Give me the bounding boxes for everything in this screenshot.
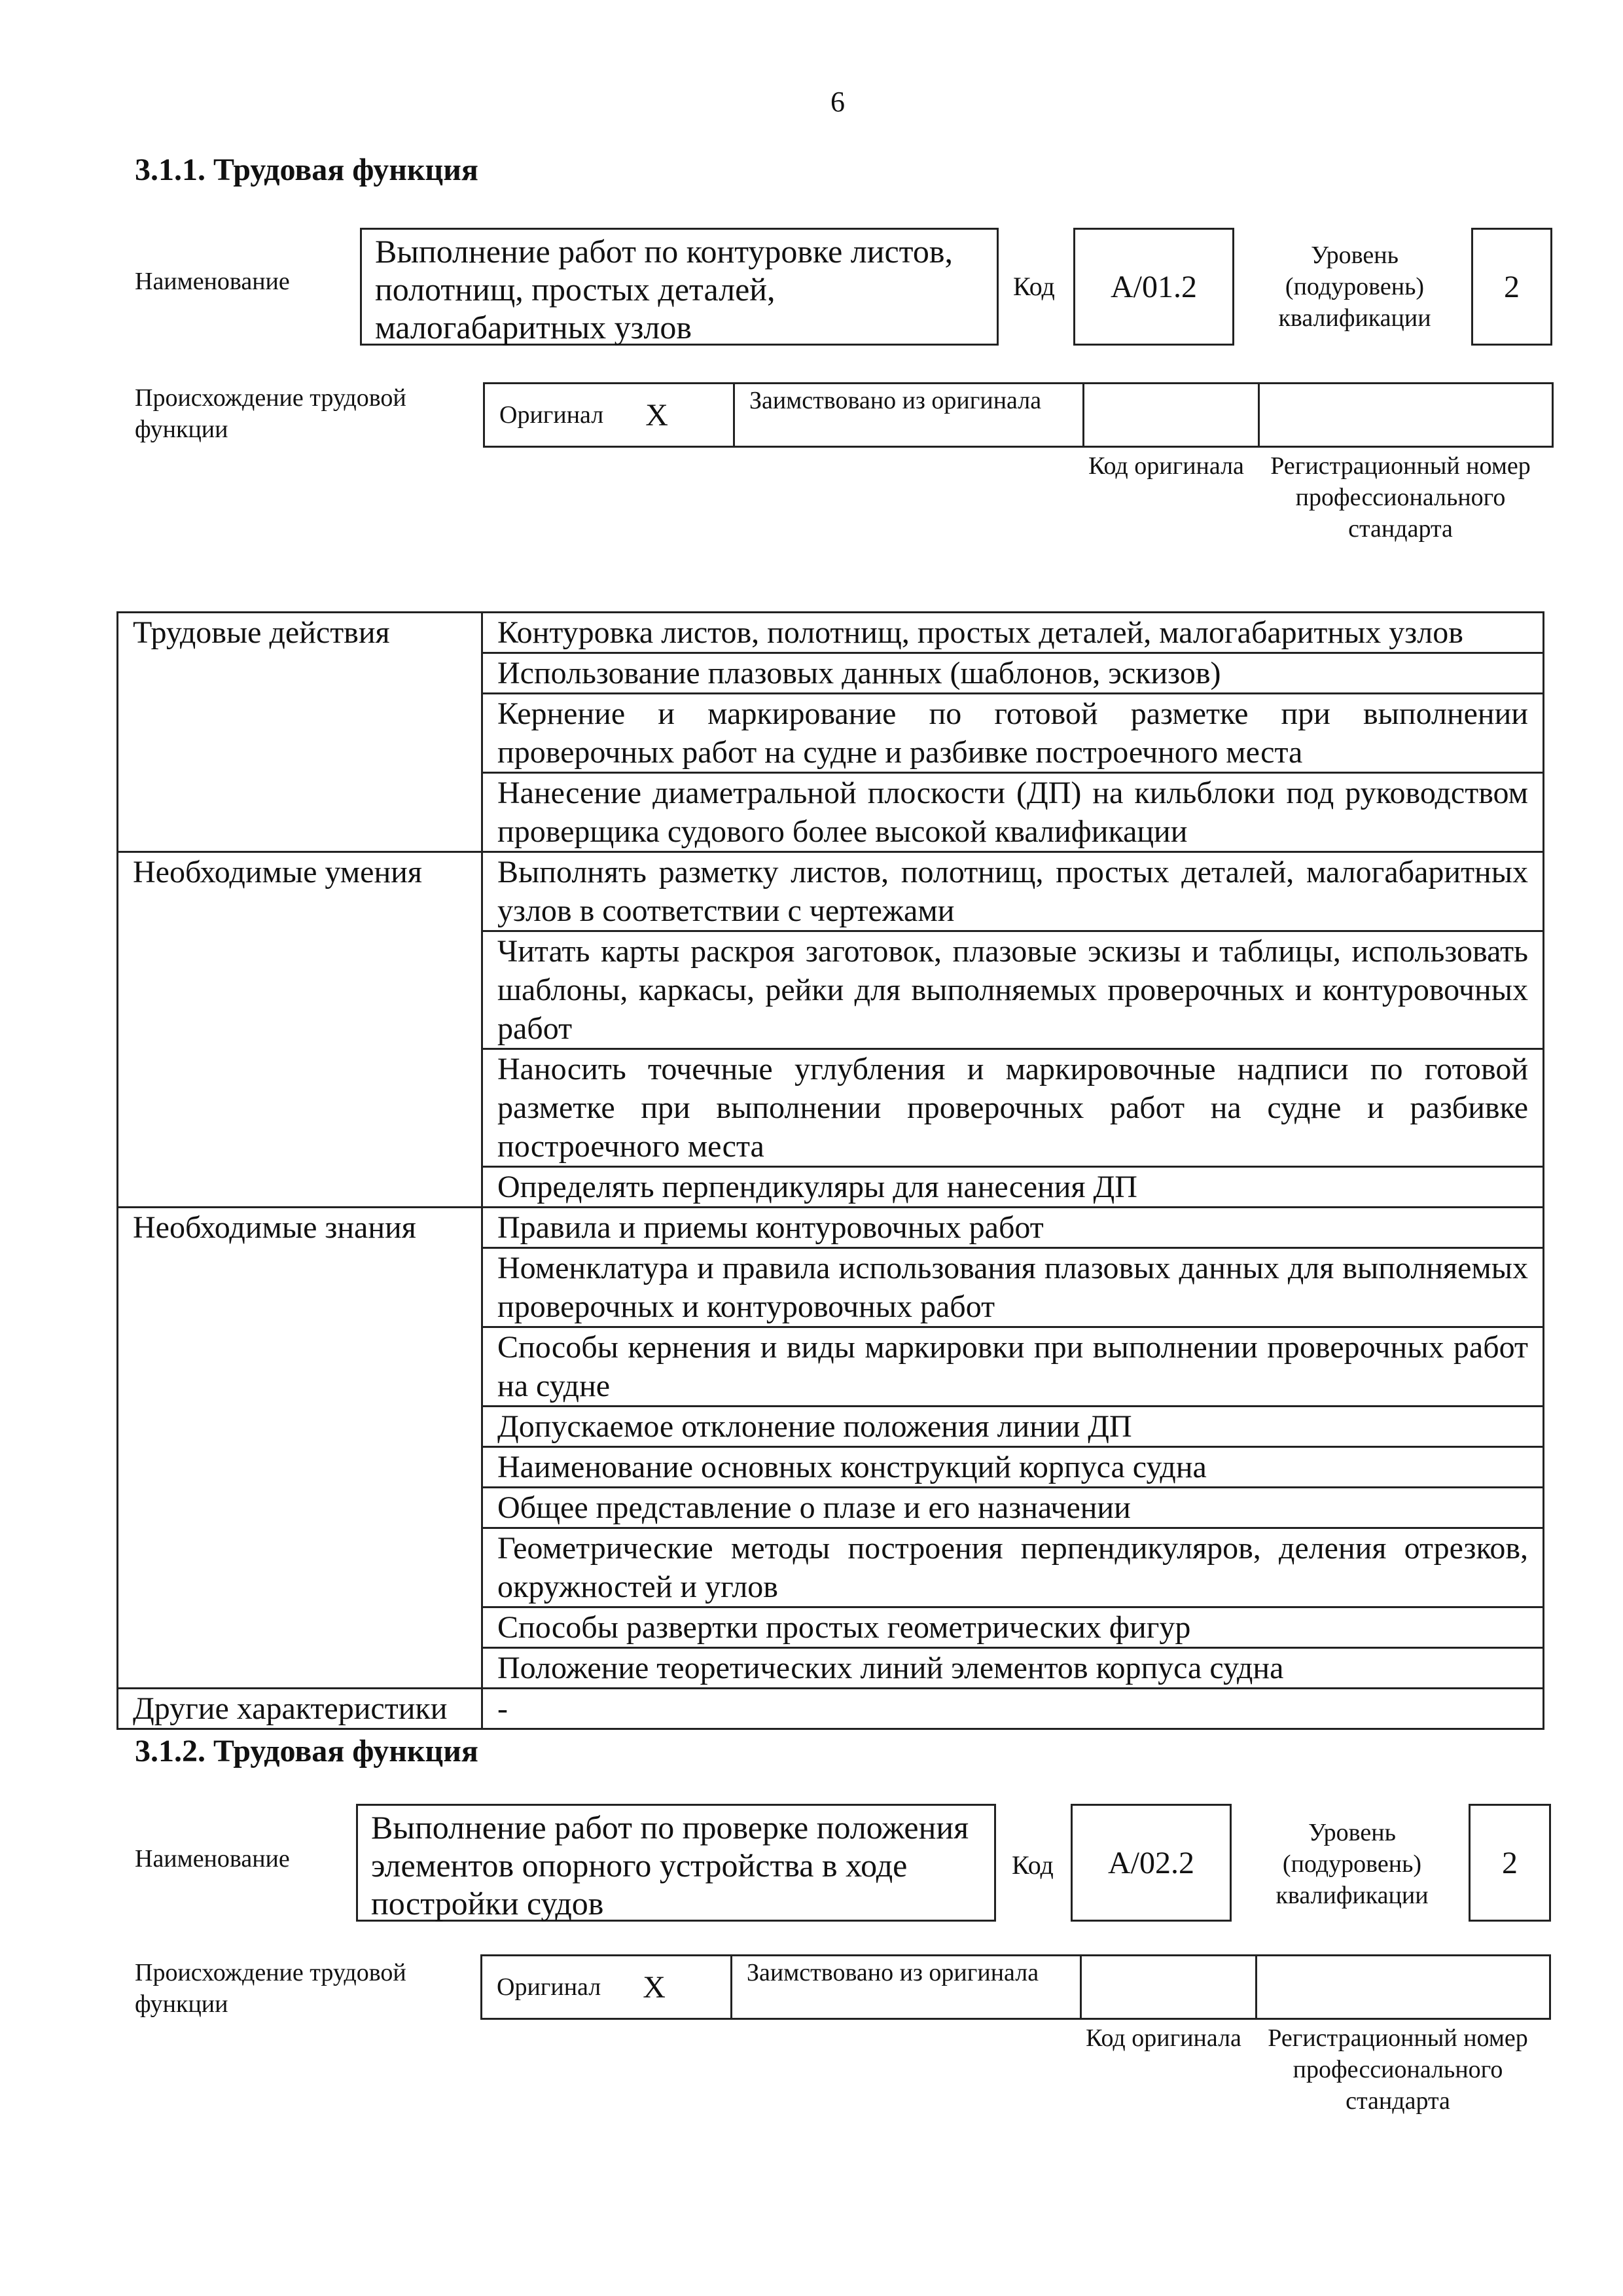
level-box-312 xyxy=(1469,1804,1551,1922)
origin-code-caption-311: Код оригинала xyxy=(1088,452,1244,480)
origin-row-311 xyxy=(483,382,1554,448)
table-row xyxy=(118,613,1544,653)
reg-number-cell-311 xyxy=(1260,384,1552,446)
code-box-311 xyxy=(1073,228,1234,346)
origin-label-311: Происхождение трудовой функции xyxy=(135,384,406,443)
original-cell-312 xyxy=(482,1956,732,2018)
labor-action-item: Использование плазовых данных (шаблонов, эскизов) xyxy=(482,653,1544,694)
reg-number-caption-311: Регистрационный номер профессионального стандарта xyxy=(1270,452,1531,543)
other-characteristics-value: - xyxy=(482,1689,1544,1729)
labor-action-item: Нанесение диаметральной плоскости (ДП) на кильблоки под руководством проверщика судового более высокой квалификации xyxy=(482,773,1544,852)
origin-label-312: Происхождение трудовой функции xyxy=(135,1959,406,2018)
labor-actions-label: Трудовые действия xyxy=(118,613,482,852)
knowledge-item: Способы развертки простых геометрических фигур xyxy=(482,1607,1544,1648)
code-box-312 xyxy=(1071,1804,1232,1922)
borrowed-cell-312 xyxy=(732,1956,1082,2018)
code-value-312: А/02.2 xyxy=(1108,1845,1194,1880)
level-box-311 xyxy=(1471,228,1552,346)
skill-item: Выполнять разметку листов, полотнищ, простых деталей, малогабаритных узлов в соответствии с чертежами xyxy=(482,852,1544,931)
other-characteristics-label: Другие характеристики xyxy=(118,1689,482,1729)
knowledge-item: Правила и приемы контуровочных работ xyxy=(482,1208,1544,1248)
function-details-table xyxy=(116,611,1544,1730)
function-name-312: Выполнение работ по проверке положения элементов опорного устройства в ходе постройки судов xyxy=(371,1809,969,1922)
reg-number-cell-312 xyxy=(1257,1956,1549,2018)
name-label-311: Наименование xyxy=(135,268,290,295)
function-name-311: Выполнение работ по контуровке листов, полотнищ, простых деталей, малогабаритных узлов xyxy=(375,233,953,346)
original-mark-312: Х xyxy=(643,1969,666,2005)
code-value-311: А/01.2 xyxy=(1111,269,1197,304)
table-row xyxy=(118,1208,1544,1248)
section-heading-312: 3.1.2. Трудовая функция xyxy=(135,1734,478,1768)
knowledge-item: Общее представление о плазе и его назначении xyxy=(482,1488,1544,1528)
name-label-312: Наименование xyxy=(135,1845,290,1873)
labor-action-item: Контуровка листов, полотнищ, простых деталей, малогабаритных узлов xyxy=(482,613,1544,653)
original-mark-311: Х xyxy=(645,397,668,433)
labor-action-item: Кернение и маркирование по готовой разметке при выполнении проверочных работ на судне и разбивке построечного места xyxy=(482,694,1544,773)
origin-row-312 xyxy=(480,1954,1551,2020)
borrowed-label-312: Заимствовано из оригинала xyxy=(747,1959,1039,1986)
code-label-311: Код xyxy=(1013,272,1055,301)
knowledge-item: Геометрические методы построения перпендикуляров, деления отрезков, окружностей и углов xyxy=(482,1528,1544,1607)
knowledge-item: Номенклатура и правила использования плазовых данных для выполняемых проверочных и контуровочных работ xyxy=(482,1248,1544,1327)
table-row xyxy=(118,1689,1544,1729)
skill-item: Наносить точечные углубления и маркировочные надписи по готовой разметке при выполнении проверочных работ на судне и разбивке построечного места xyxy=(482,1049,1544,1167)
function-name-box-312 xyxy=(356,1804,996,1922)
page-number: 6 xyxy=(830,86,845,118)
level-label-312: Уровень (подуровень) квалификации xyxy=(1275,1819,1429,1909)
skill-item: Читать карты раскроя заготовок, плазовые эскизы и таблицы, использовать шаблоны, каркасы, рейки для выполняемых проверочных и контуровочных работ xyxy=(482,931,1544,1049)
skill-item: Определять перпендикуляры для нанесения ДП xyxy=(482,1167,1544,1208)
level-value-311: 2 xyxy=(1504,269,1520,304)
level-label-311: Уровень (подуровень) квалификации xyxy=(1278,242,1431,332)
knowledge-item: Допускаемое отклонение положения линии ДП xyxy=(482,1407,1544,1447)
origin-code-cell-312 xyxy=(1082,1956,1257,2018)
knowledge-item: Положение теоретических линий элементов корпуса судна xyxy=(482,1648,1544,1689)
original-label-311: Оригинал xyxy=(499,401,604,429)
borrowed-label-311: Заимствовано из оригинала xyxy=(749,387,1042,414)
origin-code-cell-311 xyxy=(1084,384,1260,446)
original-cell-311 xyxy=(485,384,735,446)
knowledge-item: Способы кернения и виды маркировки при выполнении проверочных работ на судне xyxy=(482,1327,1544,1407)
origin-code-caption-312: Код оригинала xyxy=(1086,2024,1241,2052)
knowledge-label: Необходимые знания xyxy=(118,1208,482,1689)
code-label-312: Код xyxy=(1012,1850,1054,1880)
skills-label: Необходимые умения xyxy=(118,852,482,1208)
borrowed-cell-311 xyxy=(735,384,1084,446)
reg-number-caption-312: Регистрационный номер профессионального стандарта xyxy=(1268,2024,1528,2115)
original-label-312: Оригинал xyxy=(497,1973,601,2001)
section-heading-311: 3.1.1. Трудовая функция xyxy=(135,152,478,187)
knowledge-item: Наименование основных конструкций корпуса судна xyxy=(482,1447,1544,1488)
level-value-312: 2 xyxy=(1502,1845,1518,1880)
table-row xyxy=(118,852,1544,931)
function-name-box-311 xyxy=(360,228,999,346)
